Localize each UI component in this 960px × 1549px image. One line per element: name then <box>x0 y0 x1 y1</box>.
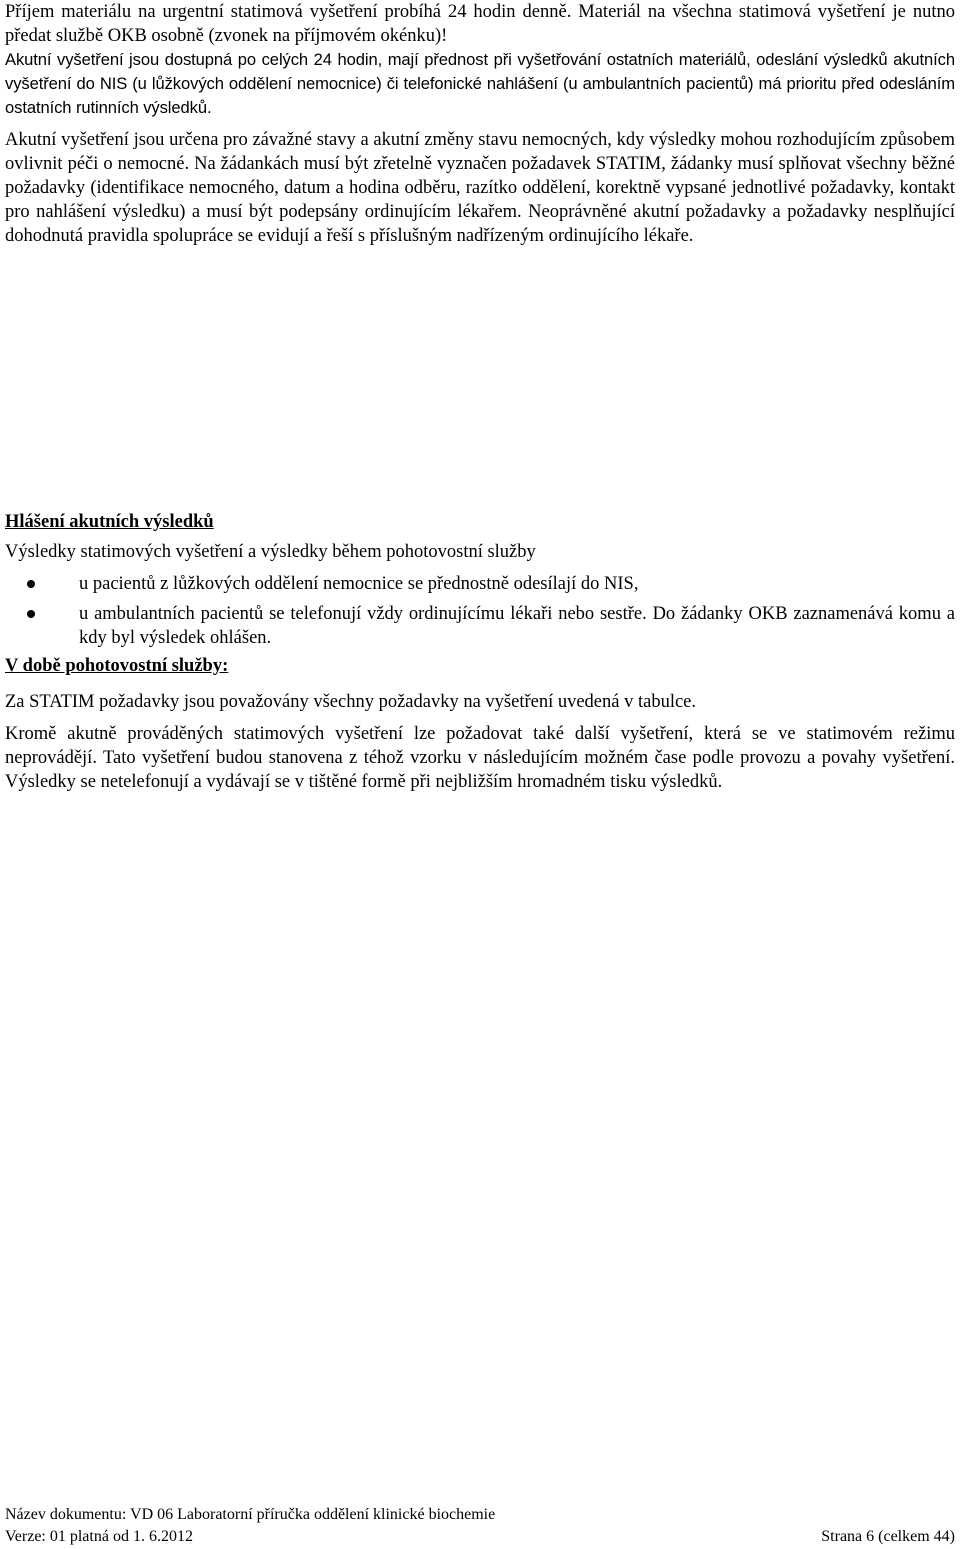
footer-page-number: Strana 6 (celkem 44) <box>821 1528 955 1545</box>
footer-version-row <box>5 1527 955 1547</box>
bullet-icon <box>27 610 35 618</box>
bullet-text: u pacientů z lůžkových oddělení nemocnice se přednostně odesílají do NIS, <box>79 574 639 594</box>
duty-paragraph-1: Za STATIM požadavky jsou považovány všechny požadavky na vyšetření uvedená v tabulce. <box>5 692 697 712</box>
report-body <box>5 540 955 656</box>
footer-document-text: Název dokumentu: VD 06 Laboratorní příručka oddělení klinické biochemie <box>5 1506 496 1523</box>
duty-heading: V době pohotovostní služby: <box>5 656 229 676</box>
intro-section <box>5 0 955 248</box>
report-intro: Výsledky statimových vyšetření a výsledky během pohotovostní služby <box>5 542 536 562</box>
intro-paragraph-1: Příjem materiálu na urgentní statimová vyšetření probíhá 24 hodin denně. Materiál na všechna statimová vyšetření je nutno předat službě OKB osobně (zvonek na příjmovém okénku)! <box>5 2 955 46</box>
report-heading: Hlášení akutních výsledků <box>5 512 214 532</box>
bullet-text: u ambulantních pacientů se telefonují vždy ordinujícímu lékaři nebo sestře. Do žádanky OKB zaznamenává komu a kdy byl výsledek ohlášen. <box>79 604 955 648</box>
list-item <box>5 572 955 596</box>
list-item <box>5 602 955 650</box>
duty-paragraph-2: Kromě akutně prováděných statimových vyšetření lze požadovat také další vyšetření, která se ve statimovém režimu neprovádějí. Tato vyšetření budou stanovena z téhož vzorku v následujícím možném čase podle provozu a povahy vyšetření. Výsledky se netelefonují a vydávají se v tištěné formě při nejbližším hromadném tisku výsledků. <box>5 724 955 792</box>
footer-version-text: Verze: 01 platná od 1. 6.2012 <box>5 1528 193 1545</box>
bullet-icon <box>27 580 35 588</box>
intro-paragraph-3: Akutní vyšetření jsou určena pro závažné stavy a akutní změny stavu nemocných, kdy výsledky mohou rozhodujícím způsobem ovlivnit péči o nemocné. Na žádankách musí být zřetelně vyznačen požadavek STATIM, žádanky musí splňovat všechny běžné požadavky (identifikace nemocného, datum a hodina odběru, razítko oddělení, korektně vypsané jednotlivé požadavky, kontakt pro nahlášení výsledku) a musí být podepsány ordinujícím lékařem. Neoprávněné akutní požadavky a požadavky nesplňující dohodnutá pravidla spolupráce se evidují a řeší s příslušným nadřízeným ordinujícího lékaře. <box>5 130 955 246</box>
duty-section <box>5 654 955 794</box>
footer-document-name <box>5 1505 955 1525</box>
intro-paragraph-2: Akutní vyšetření jsou dostupná po celých 24 hodin, mají přednost při vyšetřování ostatních materiálů, odeslání výsledků akutních vyšetření do NIS (u lůžkových oddělení nemocnice) či telefonické nahlášení (u ambulantních pacientů) má prioritu před odesláním ostatních rutinních výsledků. <box>5 50 955 117</box>
report-bullet-list <box>5 572 955 650</box>
